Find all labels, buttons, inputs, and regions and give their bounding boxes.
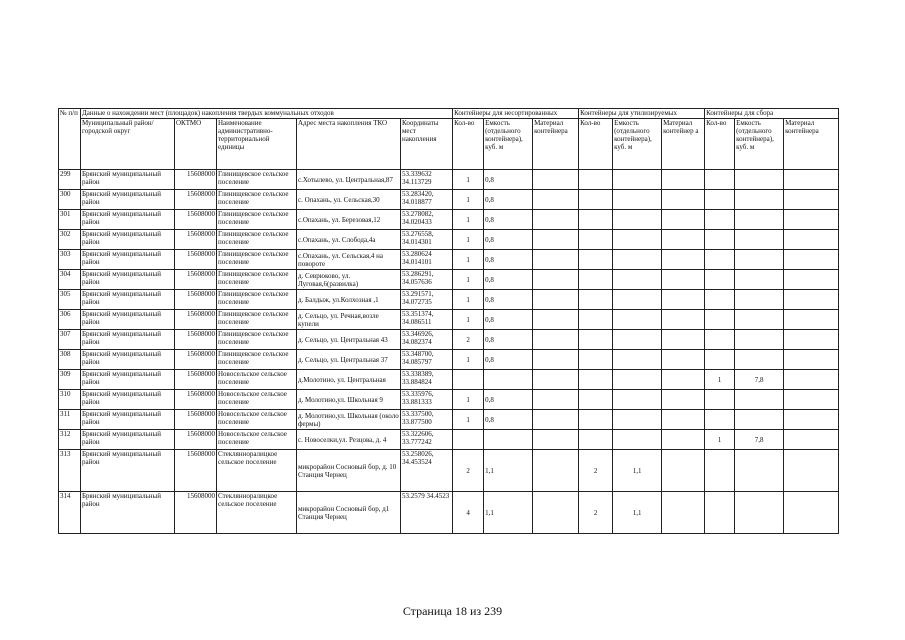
cell-material-unsorted [533, 450, 579, 492]
cell-count-unsorted: 1 [453, 190, 484, 210]
cell-capacity-collection [735, 492, 784, 534]
cell-capacity-unsorted: 0,8 [484, 290, 533, 310]
cell-address: с.Хотылево, ул. Центральная,87 [297, 170, 401, 190]
header-group-unsorted: Контейнеры для несортированных [453, 109, 579, 119]
cell-district: Брянский муниципальный район [81, 492, 175, 534]
cell-capacity-collection [735, 250, 784, 270]
cell-territory: Новосельское сельское поселение [217, 430, 297, 450]
cell-address: д. Балдыж, ул.Колхозная ,1 [297, 290, 401, 310]
cell-district: Брянский муниципальный район [81, 410, 175, 430]
cell-capacity-collection: 7,8 [735, 430, 784, 450]
cell-material-collection [784, 410, 839, 430]
cell-address: с. Новоселки,ул. Резцова, д. 4 [297, 430, 401, 450]
cell-row-number: 312 [59, 430, 81, 450]
cell-row-number: 308 [59, 350, 81, 370]
cell-district: Брянский муниципальный район [81, 170, 175, 190]
table-row [59, 230, 839, 250]
cell-coords: 53.337500, 33.877500 [401, 410, 453, 430]
cell-capacity-collection: 7,8 [735, 370, 784, 390]
cell-row-number: 311 [59, 410, 81, 430]
table-row [59, 270, 839, 290]
cell-material-unsorted [533, 492, 579, 534]
cell-material-unsorted [533, 270, 579, 290]
cell-capacity-recyclable [613, 270, 662, 290]
cell-material-recyclable [662, 170, 705, 190]
cell-count-collection [705, 390, 735, 410]
cell-count-collection [705, 170, 735, 190]
cell-territory: Глинищевское сельское поселение [217, 170, 297, 190]
cell-material-unsorted [533, 290, 579, 310]
header-material-collection: Материал контейнера [784, 119, 839, 170]
cell-count-unsorted: 1 [453, 270, 484, 290]
cell-capacity-recyclable [613, 210, 662, 230]
table-row [59, 310, 839, 330]
cell-count-collection [705, 290, 735, 310]
cell-district: Брянский муниципальный район [81, 450, 175, 492]
cell-material-recyclable [662, 230, 705, 250]
cell-material-collection [784, 370, 839, 390]
cell-material-unsorted [533, 250, 579, 270]
cell-address: с.Опахань, ул. Березовая,12 [297, 210, 401, 230]
cell-material-recyclable [662, 270, 705, 290]
cell-material-recyclable [662, 190, 705, 210]
cell-row-number: 299 [59, 170, 81, 190]
cell-count-recyclable [579, 330, 613, 350]
cell-material-unsorted [533, 230, 579, 250]
cell-count-recyclable [579, 310, 613, 330]
cell-material-unsorted [533, 430, 579, 450]
cell-territory: Глинищевское сельское поселение [217, 190, 297, 210]
cell-material-unsorted [533, 170, 579, 190]
cell-capacity-recyclable [613, 330, 662, 350]
cell-count-recyclable [579, 390, 613, 410]
header-count-unsorted: Кол-во [453, 119, 484, 170]
header-district: Муниципальный район/городской округ [81, 119, 175, 170]
cell-material-collection [784, 190, 839, 210]
cell-row-number: 304 [59, 270, 81, 290]
cell-row-number: 302 [59, 230, 81, 250]
document-page [58, 108, 839, 534]
cell-material-recyclable [662, 370, 705, 390]
cell-capacity-collection [735, 410, 784, 430]
table-row [59, 350, 839, 370]
cell-count-recyclable: 2 [579, 450, 613, 492]
cell-capacity-unsorted [484, 430, 533, 450]
header-territory: Наименование административно-территориальной единицы [217, 119, 297, 170]
cell-material-recyclable [662, 492, 705, 534]
cell-oktmo: 15608000 [175, 370, 217, 390]
cell-material-collection [784, 330, 839, 350]
cell-address: д. Молотино,ул. Школьная (около фермы) [298, 411, 399, 428]
cell-material-unsorted [533, 410, 579, 430]
cell-address: с.Опахань, ул. Сельская,4 на повороте [297, 250, 401, 270]
cell-territory: Глинищевское сельское поселение [217, 350, 297, 370]
cell-row-number: 307 [59, 330, 81, 350]
cell-address: д. Сельцо, ул. Центральная 37 [297, 350, 401, 370]
cell-count-collection [705, 230, 735, 250]
cell-capacity-recyclable [613, 370, 662, 390]
cell-material-recyclable [662, 210, 705, 230]
cell-territory: Глинищевское сельское поселение [217, 230, 297, 250]
table-row [59, 190, 839, 210]
cell-capacity-recyclable [613, 430, 662, 450]
cell-capacity-recyclable: 1,1 [613, 492, 662, 534]
cell-coords: 53.346926, 34.082374 [401, 330, 453, 350]
cell-material-unsorted [533, 190, 579, 210]
cell-row-number: 303 [59, 250, 81, 270]
cell-material-collection [784, 170, 839, 190]
cell-count-collection [705, 190, 735, 210]
cell-capacity-recyclable [613, 250, 662, 270]
cell-territory: Глинищевское сельское поселение [217, 310, 297, 330]
cell-count-collection: 1 [705, 370, 735, 390]
cell-district: Брянский муниципальный район [81, 310, 175, 330]
table-row [59, 430, 839, 450]
cell-material-unsorted [533, 390, 579, 410]
cell-count-unsorted [453, 370, 484, 390]
cell-capacity-unsorted: 1,1 [484, 492, 533, 534]
cell-district: Брянский муниципальный район [81, 330, 175, 350]
cell-material-collection [784, 492, 839, 534]
header-no: № п/п [59, 109, 81, 170]
cell-material-unsorted [533, 370, 579, 390]
cell-capacity-collection [735, 290, 784, 310]
cell-count-unsorted: 1 [453, 290, 484, 310]
cell-district: Брянский муниципальный район [81, 430, 175, 450]
cell-count-recyclable [579, 430, 613, 450]
cell-material-recyclable [662, 290, 705, 310]
cell-oktmo: 15608000 [175, 390, 217, 410]
cell-coords: 53.351374, 34.086511 [401, 310, 453, 330]
cell-count-unsorted: 1 [453, 390, 484, 410]
cell-material-collection [784, 270, 839, 290]
cell-oktmo: 15608000 [175, 230, 217, 250]
cell-row-number: 313 [59, 450, 81, 492]
cell-capacity-collection [735, 230, 784, 250]
cell-material-collection [784, 250, 839, 270]
cell-coords: 53.335976, 33.881333 [401, 390, 453, 410]
cell-capacity-recyclable: 1,1 [613, 450, 662, 492]
cell-material-unsorted [533, 330, 579, 350]
cell-count-collection [705, 310, 735, 330]
cell-capacity-collection [735, 270, 784, 290]
table-row [59, 250, 839, 270]
cell-district: Брянский муниципальный район [81, 250, 175, 270]
cell-oktmo: 15608000 [175, 170, 217, 190]
cell-capacity-collection [735, 390, 784, 410]
cell-material-recyclable [662, 390, 705, 410]
cell-district: Брянский муниципальный район [81, 390, 175, 410]
cell-capacity-unsorted: 0,8 [484, 250, 533, 270]
table-row [59, 492, 839, 534]
table-row [59, 370, 839, 390]
cell-coords: 53.2579 34.4523 [401, 492, 453, 534]
cell-territory: Стеклянноралицкое сельское поселение [217, 450, 297, 492]
cell-district: Брянский муниципальный район [81, 350, 175, 370]
cell-count-recyclable [579, 350, 613, 370]
cell-oktmo: 15608000 [175, 290, 217, 310]
cell-count-recyclable [579, 410, 613, 430]
cell-coords: 53.339632 34.113729 [401, 170, 453, 190]
cell-row-number: 305 [59, 290, 81, 310]
cell-address: д. Сельцо, ул. Речная,возле купели [297, 310, 401, 330]
cell-material-recyclable [662, 410, 705, 430]
cell-district: Брянский муниципальный район [81, 270, 175, 290]
cell-coords: 53.286291, 34.057636 [401, 270, 453, 290]
cell-capacity-recyclable [613, 170, 662, 190]
cell-capacity-unsorted: 0,8 [484, 230, 533, 250]
header-capacity-collection: Емкость (отдельного контейнера), куб. м [735, 119, 784, 170]
header-group-collection: Контейнеры для сбора [705, 109, 839, 119]
cell-material-collection [784, 230, 839, 250]
header-count-recyclable: Кол-во [579, 119, 613, 170]
cell-district: Брянский муниципальный район [81, 190, 175, 210]
cell-oktmo: 15608000 [175, 492, 217, 534]
cell-material-unsorted [533, 210, 579, 230]
cell-address: д.Молотино, ул. Центральная [297, 370, 401, 390]
cell-oktmo: 15608000 [175, 450, 217, 492]
cell-capacity-collection [735, 190, 784, 210]
cell-coords: 53.348700, 34.085797 [401, 350, 453, 370]
cell-count-unsorted: 2 [453, 450, 484, 492]
cell-count-recyclable [579, 270, 613, 290]
cell-count-collection [705, 410, 735, 430]
cell-oktmo: 15608000 [175, 190, 217, 210]
cell-capacity-recyclable [613, 410, 662, 430]
cell-material-collection [784, 310, 839, 330]
cell-oktmo: 15608000 [175, 250, 217, 270]
cell-address: д. Сельцо, ул. Центральная 43 [297, 330, 401, 350]
cell-count-collection [705, 270, 735, 290]
table-row [59, 170, 839, 190]
cell-capacity-recyclable [613, 310, 662, 330]
cell-row-number: 306 [59, 310, 81, 330]
cell-capacity-recyclable [613, 190, 662, 210]
table-row [59, 290, 839, 310]
cell-capacity-recyclable [613, 390, 662, 410]
cell-row-number: 309 [59, 370, 81, 390]
header-capacity-unsorted: Емкость (отдельного контейнера), куб. м [484, 119, 533, 170]
cell-district: Брянский муниципальный район [81, 370, 175, 390]
cell-count-recyclable: 2 [579, 492, 613, 534]
cell-capacity-unsorted: 0,8 [484, 350, 533, 370]
cell-capacity-unsorted: 0,8 [484, 390, 533, 410]
cell-territory: Глинищевское сельское поселение [217, 210, 297, 230]
cell-oktmo: 15608000 [175, 270, 217, 290]
cell-capacity-unsorted: 0,8 [484, 310, 533, 330]
cell-capacity-unsorted: 0,8 [484, 170, 533, 190]
cell-material-recyclable [662, 430, 705, 450]
cell-capacity-unsorted: 0,8 [484, 270, 533, 290]
cell-material-recyclable [662, 330, 705, 350]
cell-capacity-unsorted: 0,8 [484, 410, 533, 430]
cell-address: микрорайон Сосновый бор, д. 10 Станция Чернец [297, 450, 401, 492]
cell-address: с. Опахань, ул. Сельская,30 [297, 190, 401, 210]
cell-capacity-collection [735, 310, 784, 330]
cell-oktmo: 15608000 [175, 430, 217, 450]
cell-count-unsorted: 1 [453, 230, 484, 250]
cell-count-unsorted: 4 [453, 492, 484, 534]
cell-count-collection [705, 350, 735, 370]
cell-coords: 53.338389, 33.884824 [401, 370, 453, 390]
cell-coords: 53.280624 34.014101 [401, 250, 453, 270]
cell-capacity-collection [735, 210, 784, 230]
cell-capacity-unsorted: 0,8 [484, 190, 533, 210]
cell-count-recyclable [579, 290, 613, 310]
cell-capacity-recyclable [613, 290, 662, 310]
cell-coords: 53.291571, 34.072735 [401, 290, 453, 310]
cell-coords: 53.258026, 34.453524 [401, 450, 453, 492]
cell-oktmo: 15608000 [175, 210, 217, 230]
header-material-unsorted: Материал контейнера [533, 119, 579, 170]
cell-coords: 53.276558, 34.014301 [401, 230, 453, 250]
cell-oktmo: 15608000 [175, 310, 217, 330]
header-oktmo: ОКТМО [175, 119, 217, 170]
header-coords: Координаты мест накопления [401, 119, 453, 170]
cell-capacity-collection [735, 330, 784, 350]
table-row [59, 390, 839, 410]
header-group-recyclable: Контейнеры для утилизируемых [579, 109, 705, 119]
cell-count-collection [705, 492, 735, 534]
cell-material-recyclable [662, 350, 705, 370]
cell-capacity-collection [735, 350, 784, 370]
cell-territory: Глинищевское сельское поселение [217, 270, 297, 290]
cell-count-unsorted: 2 [453, 330, 484, 350]
cell-material-recyclable [662, 450, 705, 492]
cell-count-unsorted: 1 [453, 250, 484, 270]
cell-material-collection [784, 390, 839, 410]
cell-material-recyclable [662, 310, 705, 330]
cell-capacity-unsorted: 0,8 [484, 210, 533, 230]
cell-count-unsorted: 1 [453, 170, 484, 190]
cell-material-unsorted [533, 310, 579, 330]
cell-row-number: 314 [59, 492, 81, 534]
cell-territory: Новосельское сельское поселение [217, 410, 297, 430]
cell-material-collection [784, 350, 839, 370]
header-address: Адрес места накопления ТКО [297, 119, 401, 170]
header-capacity-recyclable: Емкость (отдельного контейнера), куб. м [613, 119, 662, 170]
cell-district: Брянский муниципальный район [81, 210, 175, 230]
cell-count-unsorted: 1 [453, 310, 484, 330]
cell-row-number: 300 [59, 190, 81, 210]
cell-capacity-recyclable [613, 230, 662, 250]
cell-count-recyclable [579, 250, 613, 270]
cell-oktmo: 15608000 [175, 350, 217, 370]
header-group-location: Данные о нахождении мест (площадок) накопления твердых коммунальных отходов [81, 109, 453, 119]
cell-material-collection [784, 290, 839, 310]
cell-material-collection [784, 210, 839, 230]
cell-territory: Глинищевское сельское поселение [217, 330, 297, 350]
table-row [59, 410, 839, 430]
cell-count-unsorted: 1 [453, 210, 484, 230]
cell-count-recyclable [579, 210, 613, 230]
cell-capacity-unsorted [484, 370, 533, 390]
cell-material-unsorted [533, 350, 579, 370]
cell-territory: Новосельское сельское поселение [217, 390, 297, 410]
cell-coords: 53.322606, 33.777242 [401, 430, 453, 450]
page-number: Страница 18 из 239 [402, 604, 503, 618]
cell-material-collection [784, 430, 839, 450]
cell-count-collection [705, 450, 735, 492]
cell-capacity-collection [735, 450, 784, 492]
table-row [59, 330, 839, 350]
cell-territory: Стеклянноралицкое сельское поселение [217, 492, 297, 534]
cell-material-collection [784, 450, 839, 492]
cell-row-number: 301 [59, 210, 81, 230]
table-row [59, 210, 839, 230]
cell-oktmo: 15608000 [175, 410, 217, 430]
cell-count-recyclable [579, 190, 613, 210]
header-count-collection: Кол-во [705, 119, 735, 170]
cell-material-recyclable [662, 250, 705, 270]
cell-district: Брянский муниципальный район [81, 290, 175, 310]
cell-territory: Новосельское сельское поселение [217, 370, 297, 390]
cell-count-unsorted: 1 [453, 350, 484, 370]
cell-count-collection [705, 330, 735, 350]
cell-capacity-collection [735, 170, 784, 190]
cell-capacity-unsorted: 1,1 [484, 450, 533, 492]
cell-coords: 53.278082, 34.020433 [401, 210, 453, 230]
cell-district: Брянский муниципальный район [81, 230, 175, 250]
cell-territory: Глинищевское сельское поселение [217, 250, 297, 270]
cell-address: микрорайон Сосновый бор, д1 Станция Чернец [297, 492, 401, 534]
cell-capacity-unsorted: 0,8 [484, 330, 533, 350]
header-material-recyclable: Материал контейнер а [662, 119, 705, 170]
cell-coords: 53.283420, 34.018877 [401, 190, 453, 210]
cell-territory: Глинищевское сельское поселение [217, 290, 297, 310]
cell-capacity-recyclable [613, 350, 662, 370]
cell-address: д. Севрюково, ул. Луговая,6(развилка) [297, 270, 401, 290]
cell-count-collection: 1 [705, 430, 735, 450]
cell-address: д. Молотино,ул. Школьная 9 [297, 390, 401, 410]
cell-count-collection [705, 250, 735, 270]
cell-count-recyclable [579, 370, 613, 390]
tko-registry-table [58, 108, 839, 534]
cell-row-number: 310 [59, 390, 81, 410]
cell-oktmo: 15608000 [175, 330, 217, 350]
cell-count-unsorted [453, 430, 484, 450]
cell-address: с.Опахань, ул. Слобода,4а [297, 230, 401, 250]
cell-count-unsorted: 1 [453, 410, 484, 430]
cell-count-recyclable [579, 170, 613, 190]
cell-count-recyclable [579, 230, 613, 250]
table-row [59, 450, 839, 492]
cell-count-collection [705, 210, 735, 230]
